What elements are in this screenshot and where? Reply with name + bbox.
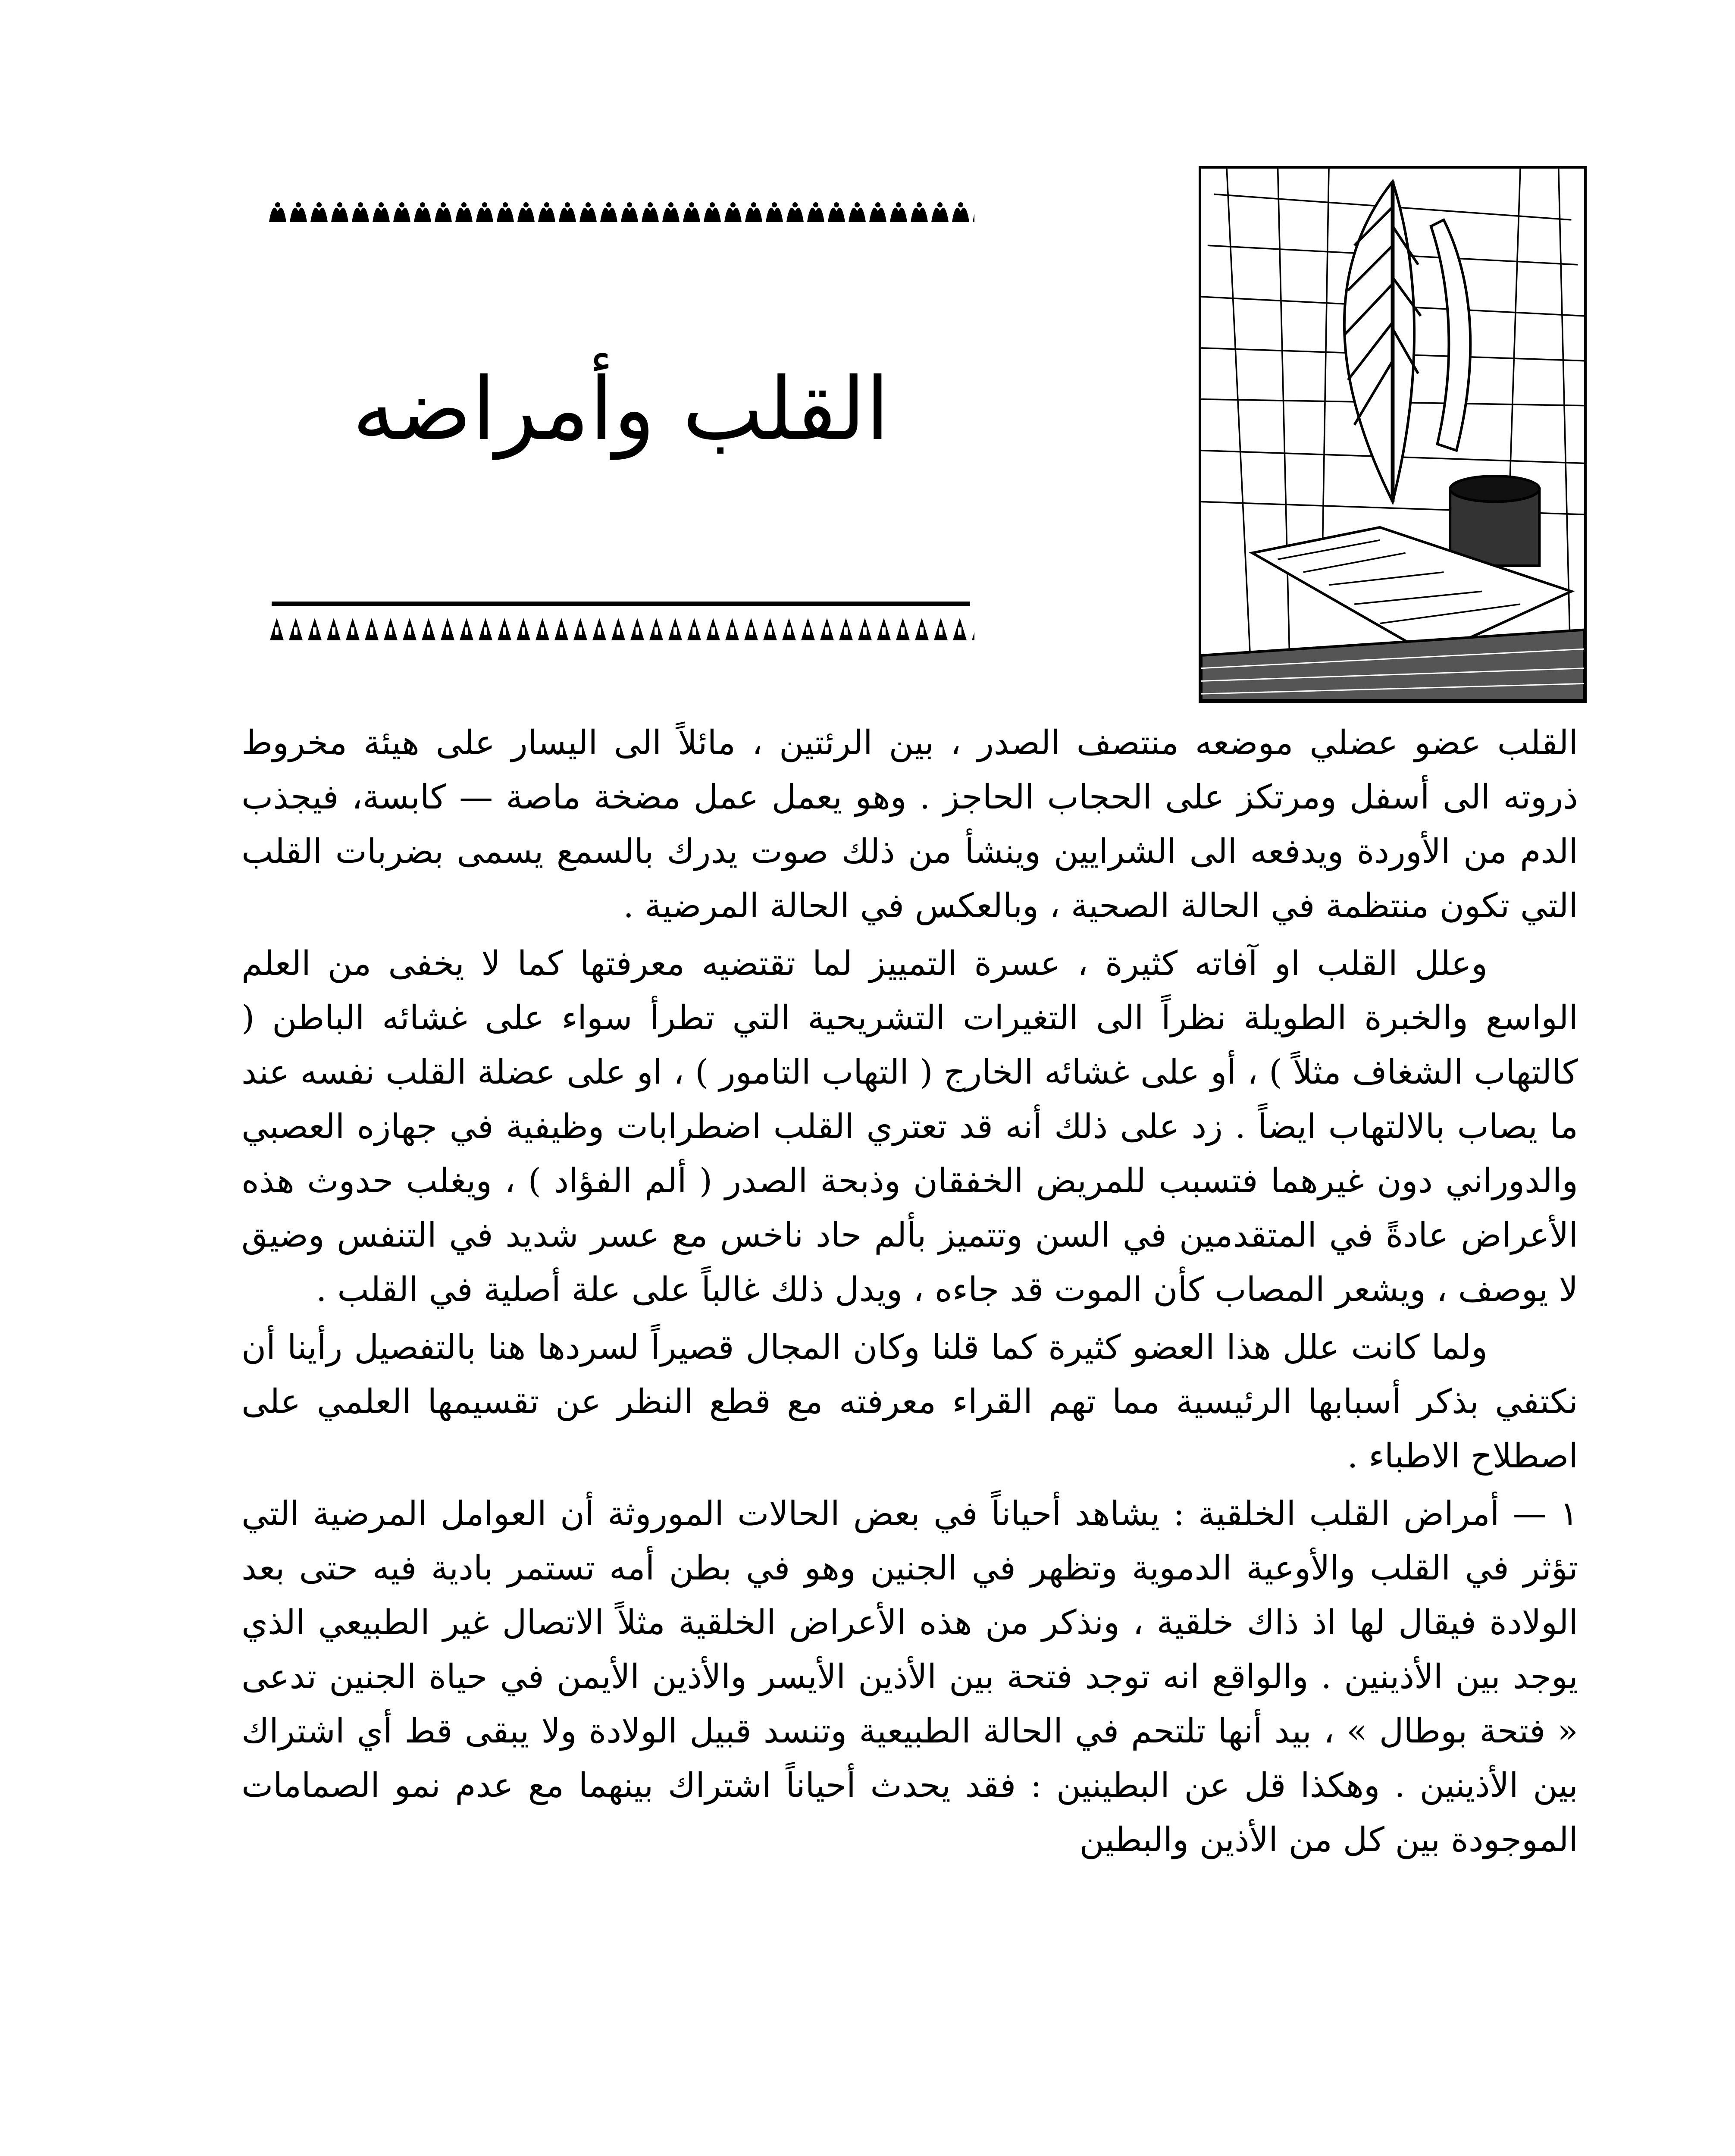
paragraph: وعلل القلب او آفاته كثيرة ، عسرة التمييز لما تقتضيه معرفتها كما لا يخفى من العلم الواسع والخبرة الطويلة نظراً الى التغيرات التشريحية التي تطرأ سواء على غشائه الباطن ( كالتهاب الشغاف مثلاً ) ، أو على غشائه الخارج ( التهاب التامور ) ، او على عضلة القلب نفسه عند ما يصاب بالالتهاب ايضاً . زد على ذلك أنه قد تعتري القلب اضطرابات وظيفية في جهازه العصبي والدوراني دون غيرهما فتسبب للمريض الخفقان وذبحة الصدر ( ألم الفؤاد ) ، ويغلب حدوث هذه الأعراض عادةً في المتقدمين في السن وتتميز بألم حاد ناخس مع عسر شديد في التنفس وضيق لا يوصف ، ويشعر المصاب كأن الموت قد جاءه ، ويدل ذلك غالباً على علة أصلية في القلب .	[241, 944, 1578, 1309]
quill-icon	[1201, 169, 1584, 700]
paragraph: ١ — أمراض القلب الخلقية : يشاهد أحياناً في بعض الحالات الموروثة أن العوامل المرضية التي تؤثر في القلب والأوعية الدموية وتظهر في الجنين وهو في بطن أمه تستمر بادية فيه حتى بعد الولادة فيقال لها اذ ذاك خلقية ، ونذكر من هذه الأعراض الخلقية مثلاً الاتصال غير الطبيعي الذي يوجد بين الأذينين . والواقع انه توجد فتحة بين الأذين الأيسر والأذين الأيمن في حياة الجنين تدعى « فتحة بوطال » ، بيد أنها تلتحم في الحالة الطبيعية وتنسد قبيل الولادة ولا يبقى قط أي اشتراك بين الأذينين . وهكذا قل عن البطينين : فقد يحدث أحياناً اشتراك بينهما مع عدم نمو الصمامات الموجودة بين كل من الأذين والبطين	[241, 1495, 1578, 1859]
paragraph: القلب عضو عضلي موضعه منتصف الصدر ، بين الرئتين ، مائلاً الى اليسار على هيئة مخروط ذروته الى أسفل ومرتكز على الحجاب الحاجز . وهو يعمل عمل مضخة ماصة — كابسة، فيجذب الدم من الأوردة ويدفعه الى الشرايين وينشأ من ذلك صوت يدرك بالسمع يسمى بضربات القلب التي تكون منتظمة في الحالة الصحية ، وبالعكس في الحالة المرضية .	[241, 724, 1578, 925]
paragraph: ولما كانت علل هذا العضو كثيرة كما قلنا وكان المجال قصيراً لسردها هنا بالتفصيل رأينا أن نكتفي بذكر أسبابها الرئيسية مما تهم القراء معرفته مع قطع النظر عن تقسيمها العلمي على اصطلاح الاطباء .	[241, 1328, 1578, 1476]
title-rule	[272, 602, 970, 606]
ornamental-border-top	[267, 196, 974, 226]
article-body	[241, 716, 1578, 1867]
ornamental-border-bottom	[267, 614, 974, 645]
page-title: القلب وأمراضه	[352, 359, 890, 460]
quill-inkwell-illustration	[1199, 166, 1587, 703]
